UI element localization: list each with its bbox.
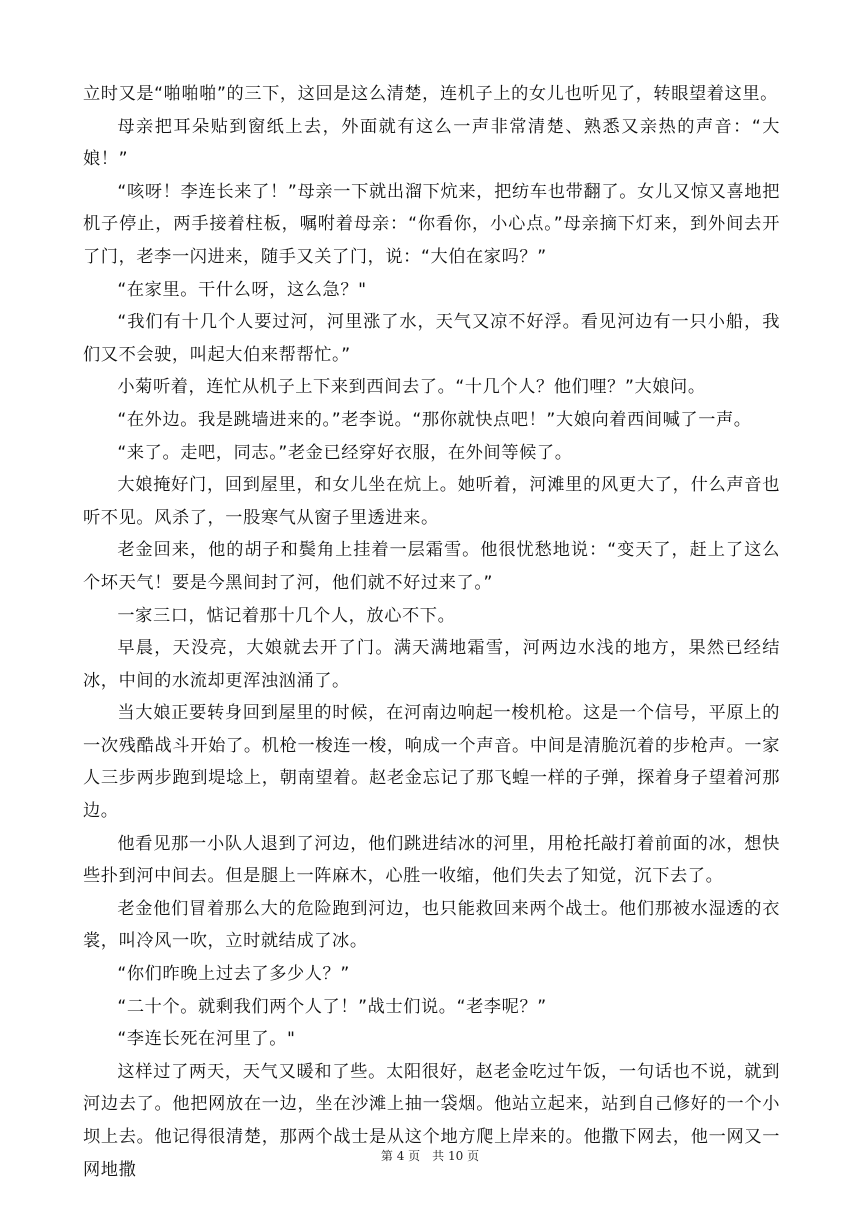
paragraph-7: “在外边。我是跳墙进来的。”老李说。“那你就快点吧！”大娘向着西间喊了一声。 (117, 409, 752, 430)
paragraph-17: “二十个。就剩我们两个人了！”战士们说。“老李呢？” (117, 996, 547, 1017)
paragraph-4: “在家里。干什么呀，这么急？" (117, 279, 367, 300)
paragraph-2: 母亲把耳朵贴到窗纸上去，外面就有这么一声非常清楚、熟悉又亲热的声音：“大娘！” (83, 116, 780, 170)
paragraph-12: 早晨，天没亮，大娘就去开了门。满天满地霜雪，河两边水浅的地方，果然已经结冰，中间的水流却更浑浊汹涌了。 (83, 638, 780, 691)
paragraph-3: “咳呀！李连长来了！”母亲一下就出溜下炕来，把纺车也带翻了。女儿又惊又喜地把机子停止，两手接着柱板，嘱咐着母亲：“你看你，小心点。”母亲摘下灯来，到外间去开了门，老李一闪进来，随手又关了门，说：“大伯在家吗？” (83, 181, 780, 267)
paragraph-8: “来了。走吧，同志。”老金已经穿好衣服，在外间等候了。 (117, 442, 573, 463)
paragraph-11: 一家三口，惦记着那十几个人，放心不下。 (117, 605, 456, 626)
paragraph-6: 小菊听着，连忙从机子上下来到西间去了。“十几个人？他们哩？”大娘问。 (117, 377, 706, 398)
paragraph-10: 老金回来，他的胡子和鬓角上挂着一层霜雪。他很忧愁地说：“变天了，赶上了这么个坏天气！要是今黑间封了河，他们就不好过来了。” (83, 540, 780, 593)
paragraph-15: 老金他们冒着那么大的危险跑到河边，也只能救回来两个战士。他们那被水湿透的衣裳，叫冷风一吹，立时就结成了冰。 (83, 898, 780, 952)
paragraph-9: 大娘掩好门，回到屋里，和女儿坐在炕上。她听着，河滩里的风更大了，什么声音也听不见。风杀了，一股寒气从窗子里透进来。 (83, 475, 780, 528)
document-body (83, 78, 780, 1186)
paragraph-5: “我们有十几个人要过河，河里涨了水，天气又凉不好浮。看见河边有一只小船，我们又不会驶，叫起大伯来帮帮忙。” (83, 312, 780, 365)
page-footer: 第 4 页 共 10 页 (380, 1149, 480, 1163)
paragraph-14: 他看见那一小队人退到了河边，他们跳进结冰的河里，用枪托敲打着前面的冰，想快些扑到河中间去。但是腿上一阵麻木，心胜一收缩，他们失去了知觉，沉下去了。 (83, 833, 780, 887)
paragraph-16: “你们昨晚上过去了多少人？” (117, 964, 350, 985)
paragraph-19: 这样过了两天，天气又暖和了些。太阳很好，赵老金吃过午饭，一句话也不说，就到河边去了。他把网放在一边，坐在沙滩上抽一袋烟。他站立起来，站到自己修好的一个小坝上去。他记得很清楚，那两个战士是从这个地方爬上岸来的。他撒下网去，他一网又一网地撒 (83, 1061, 780, 1180)
paragraph-13: 当大娘正要转身回到屋里的时候，在河南边响起一梭机枪。这是一个信号，平原上的一次残酷战斗开始了。机枪一梭连一梭，响成一个声音。中间是清脆沉着的步枪声。一家人三步两步跑到堤埝上，朝南望着。赵老金忘记了那飞蝗一样的子弹，探着身子望着河那边。 (83, 703, 780, 822)
paragraph-18: “李连长死在河里了。" (117, 1029, 296, 1050)
paragraph-1: 立时又是“啪啪啪”的三下，这回是这么清楚，连机子上的女儿也听见了，转眼望着这里。 (83, 84, 778, 104)
